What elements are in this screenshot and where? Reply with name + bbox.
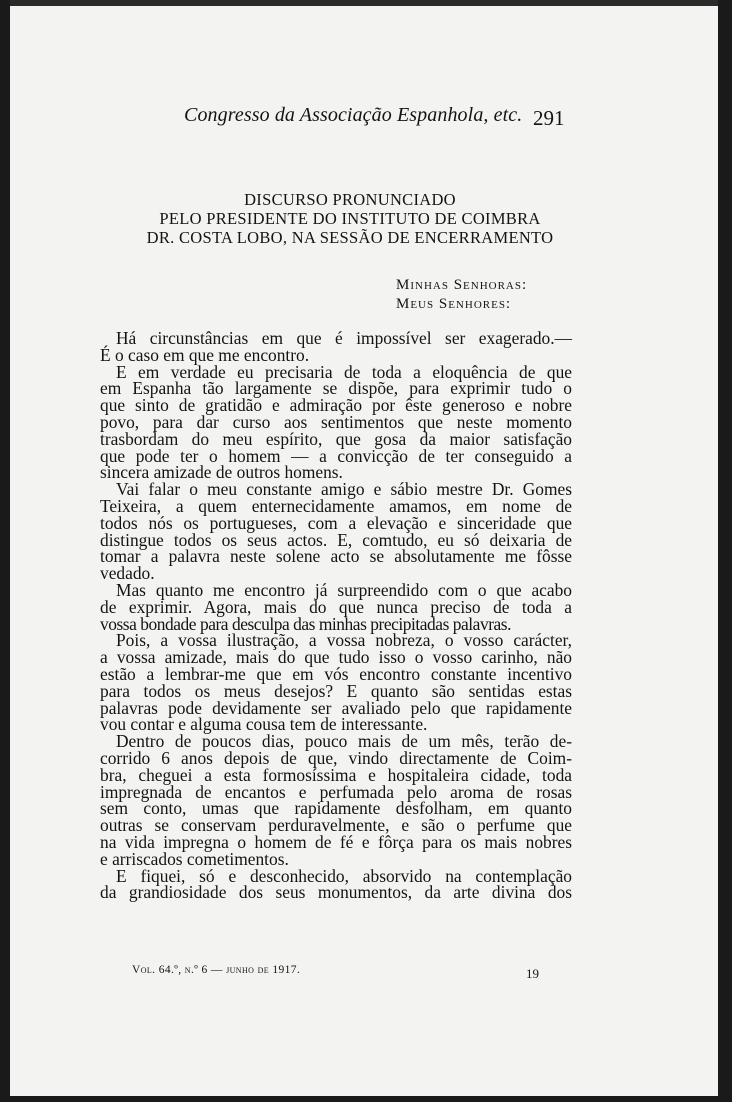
text-line: Vai falar o meu constante amigo e sábio mestre Dr. Gomes xyxy=(116,479,572,500)
scan-border-left xyxy=(0,0,10,1102)
text-line: todos nós os portugueses, com a elevação e sinceridade que xyxy=(100,512,572,533)
text-line: e arriscados cometimentos. xyxy=(100,848,289,869)
page-number: 291 xyxy=(533,106,565,130)
volume-info: Vol. 64.º, n.º 6 — junho de 1917. xyxy=(132,964,301,976)
text-line: impregnada de encantos e perfumada pelo aroma de rosas xyxy=(100,781,572,802)
text-line: que pode ter o homem — a convicção de ter conseguido a xyxy=(100,445,572,466)
speech-title-line: DISCURSO PRONUNCIADO xyxy=(244,190,456,209)
text-line: É o caso em que me encontro. xyxy=(100,344,310,365)
text-line: vossa bondade para desculpa das minhas precipitadas palavras. xyxy=(100,613,512,634)
speech-title-line: DR. COSTA LOBO, NA SESSÃO DE ENCERRAMENTO xyxy=(146,228,554,247)
text-line: bra, cheguei a esta formosíssima e hospitaleira cidade, toda xyxy=(100,764,572,785)
text-line: corrido 6 anos depois de que, vindo directamente de Coim- xyxy=(100,747,572,768)
paragraph xyxy=(100,579,572,634)
text-line: Pois, a vossa ilustração, a vossa nobreza, o vosso carácter, xyxy=(116,630,572,651)
paragraph xyxy=(100,481,572,582)
text-line: E em verdade eu precisaria de toda a eloquência de que xyxy=(116,361,572,382)
page-footer xyxy=(0,962,732,982)
salutation-line: Minhas Senhoras: xyxy=(396,277,528,293)
text-line: sincera amizade de outros homens. xyxy=(100,462,343,483)
text-line: em Espanha tão largamente se dispõe, para exprimir tudo o xyxy=(100,378,572,399)
text-line: distingue todos os seus actos. E, comtudo, eu só deixaria de xyxy=(100,529,572,550)
text-line: para todos os meus desejos? E quanto são sentidas estas xyxy=(100,680,572,701)
page-header xyxy=(0,100,732,130)
salutation xyxy=(396,276,527,314)
running-title: Congresso da Associação Espanhola, etc. xyxy=(184,104,523,126)
text-line: da grandiosidade dos seus monumentos, da arte divina dos xyxy=(100,882,572,903)
text-line: estão a lembrar-me que em vós encontro constante incentivo xyxy=(100,663,572,684)
paragraph xyxy=(100,361,572,483)
salutation-line: Meus Senhores: xyxy=(396,296,512,312)
text-line: a vossa amizade, mais do que tudo isso o vosso carinho, não xyxy=(100,647,572,668)
text-line: E fiquei, só e desconhecido, absorvido na contemplação xyxy=(116,865,572,886)
text-line: povo, para dar curso aos sentimentos que neste momento xyxy=(100,411,572,432)
text-line: na vida impregna o homem de fé e fôrça para os mais nobres xyxy=(100,831,572,852)
signature-mark: 19 xyxy=(526,966,539,981)
text-line: outras se conservam perduravelmente, e são o perfume que xyxy=(100,815,572,836)
text-line: Há circunstâncias em que é impossível ser exagerado.— xyxy=(116,328,572,348)
text-line: Teixeira, a quem enternecidamente amamos, em nome de xyxy=(100,495,572,516)
paragraph xyxy=(100,865,572,903)
paragraph xyxy=(100,733,572,867)
paragraph xyxy=(100,632,572,733)
scan-border-right xyxy=(718,0,732,1102)
speech-title xyxy=(100,190,600,247)
text-line: palavras pode devidamente ser avaliado pelo que rapidamente xyxy=(100,697,572,718)
scan-border-top xyxy=(0,0,732,6)
text-line: que sinto de gratidão e admiração por êste generoso e nobre xyxy=(100,395,572,416)
text-line: vou contar e alguma cousa tem de interessante. xyxy=(100,714,428,735)
paragraph xyxy=(100,330,572,364)
speech-body xyxy=(100,330,572,901)
text-line: vedado. xyxy=(100,563,155,584)
text-line: trasbordam do meu espírito, que gosa da maior satisfação xyxy=(100,428,572,449)
speech-title-line: PELO PRESIDENTE DO INSTITUTO DE COIMBRA xyxy=(159,209,541,228)
text-line: Mas quanto me encontro já surpreendido com o que acabo xyxy=(116,579,572,600)
text-line: sem conto, umas que rapidamente desfolham, em quanto xyxy=(100,798,572,819)
text-line: de exprimir. Agora, mais do que nunca preciso de toda a xyxy=(100,596,572,617)
scan-border-bottom xyxy=(0,1096,732,1102)
text-line: Dentro de poucos dias, pouco mais de um mês, terão de- xyxy=(116,731,572,752)
text-line: tomar a palavra neste solene acto se absolutamente me fôsse xyxy=(100,546,572,567)
